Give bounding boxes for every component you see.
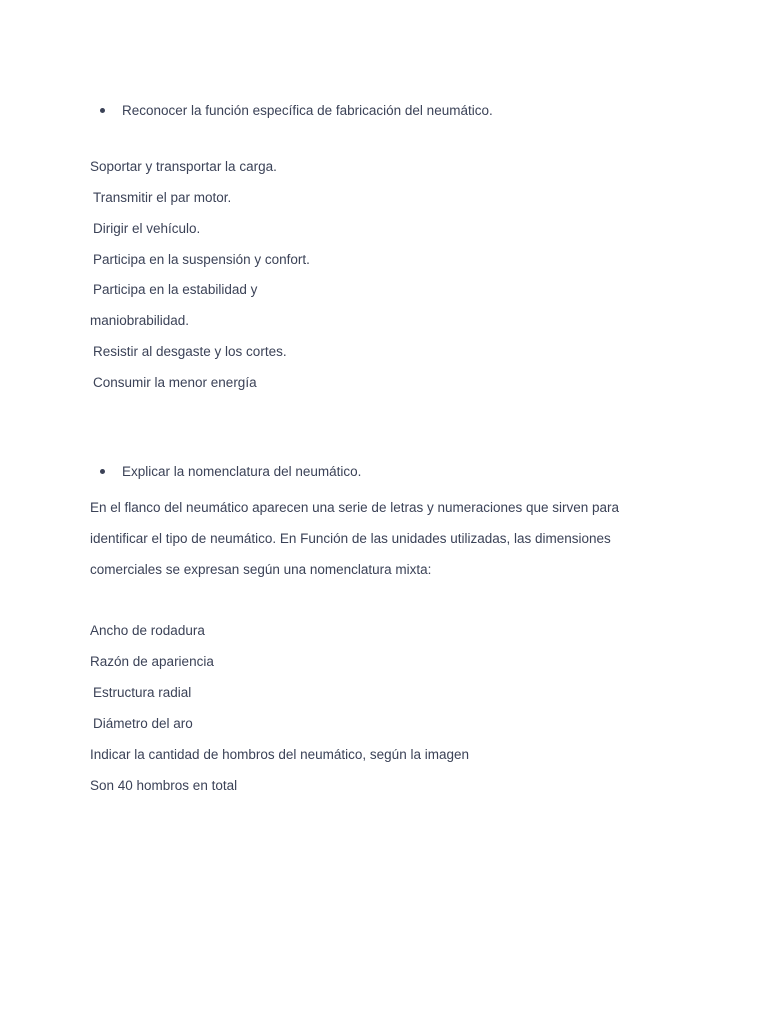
bullet-text: Reconocer la función específica de fabricación del neumático. <box>122 103 493 118</box>
bullet-item-functions <box>100 102 493 120</box>
nomenclature-item-4: Diámetro del aro <box>93 716 193 731</box>
bullet-text: Explicar la nomenclatura del neumático. <box>122 464 362 479</box>
answer-text: Son 40 hombros en total <box>90 778 238 793</box>
function-line-2: Transmitir el par motor. <box>93 190 232 205</box>
nomenclature-item-2: Razón de apariencia <box>90 654 214 669</box>
function-line-7: Resistir al desgaste y los cortes. <box>93 344 287 359</box>
bullet-dot <box>100 108 105 113</box>
paragraph-line-3: comerciales se expresan según una nomenclatura mixta: <box>90 562 432 577</box>
nomenclature-item-1: Ancho de rodadura <box>90 623 205 638</box>
function-line-5: Participa en la estabilidad y <box>93 282 258 297</box>
nomenclature-item-3: Estructura radial <box>93 685 192 700</box>
paragraph-line-2: identificar el tipo de neumático. En Función de las unidades utilizadas, las dimensiones <box>90 531 611 546</box>
bullet-item-nomenclature <box>100 463 361 481</box>
function-line-6: maniobrabilidad. <box>90 313 190 328</box>
function-line-4: Participa en la suspensión y confort. <box>93 252 310 267</box>
function-line-8: Consumir la menor energía <box>93 375 257 390</box>
paragraph-line-1: En el flanco del neumático aparecen una serie de letras y numeraciones que sirven para <box>90 500 620 515</box>
function-line-3: Dirigir el vehículo. <box>93 221 201 236</box>
bullet-dot <box>100 469 105 474</box>
function-line-1: Soportar y transportar la carga. <box>90 159 277 174</box>
question-text: Indicar la cantidad de hombros del neumático, según la imagen <box>90 747 469 762</box>
